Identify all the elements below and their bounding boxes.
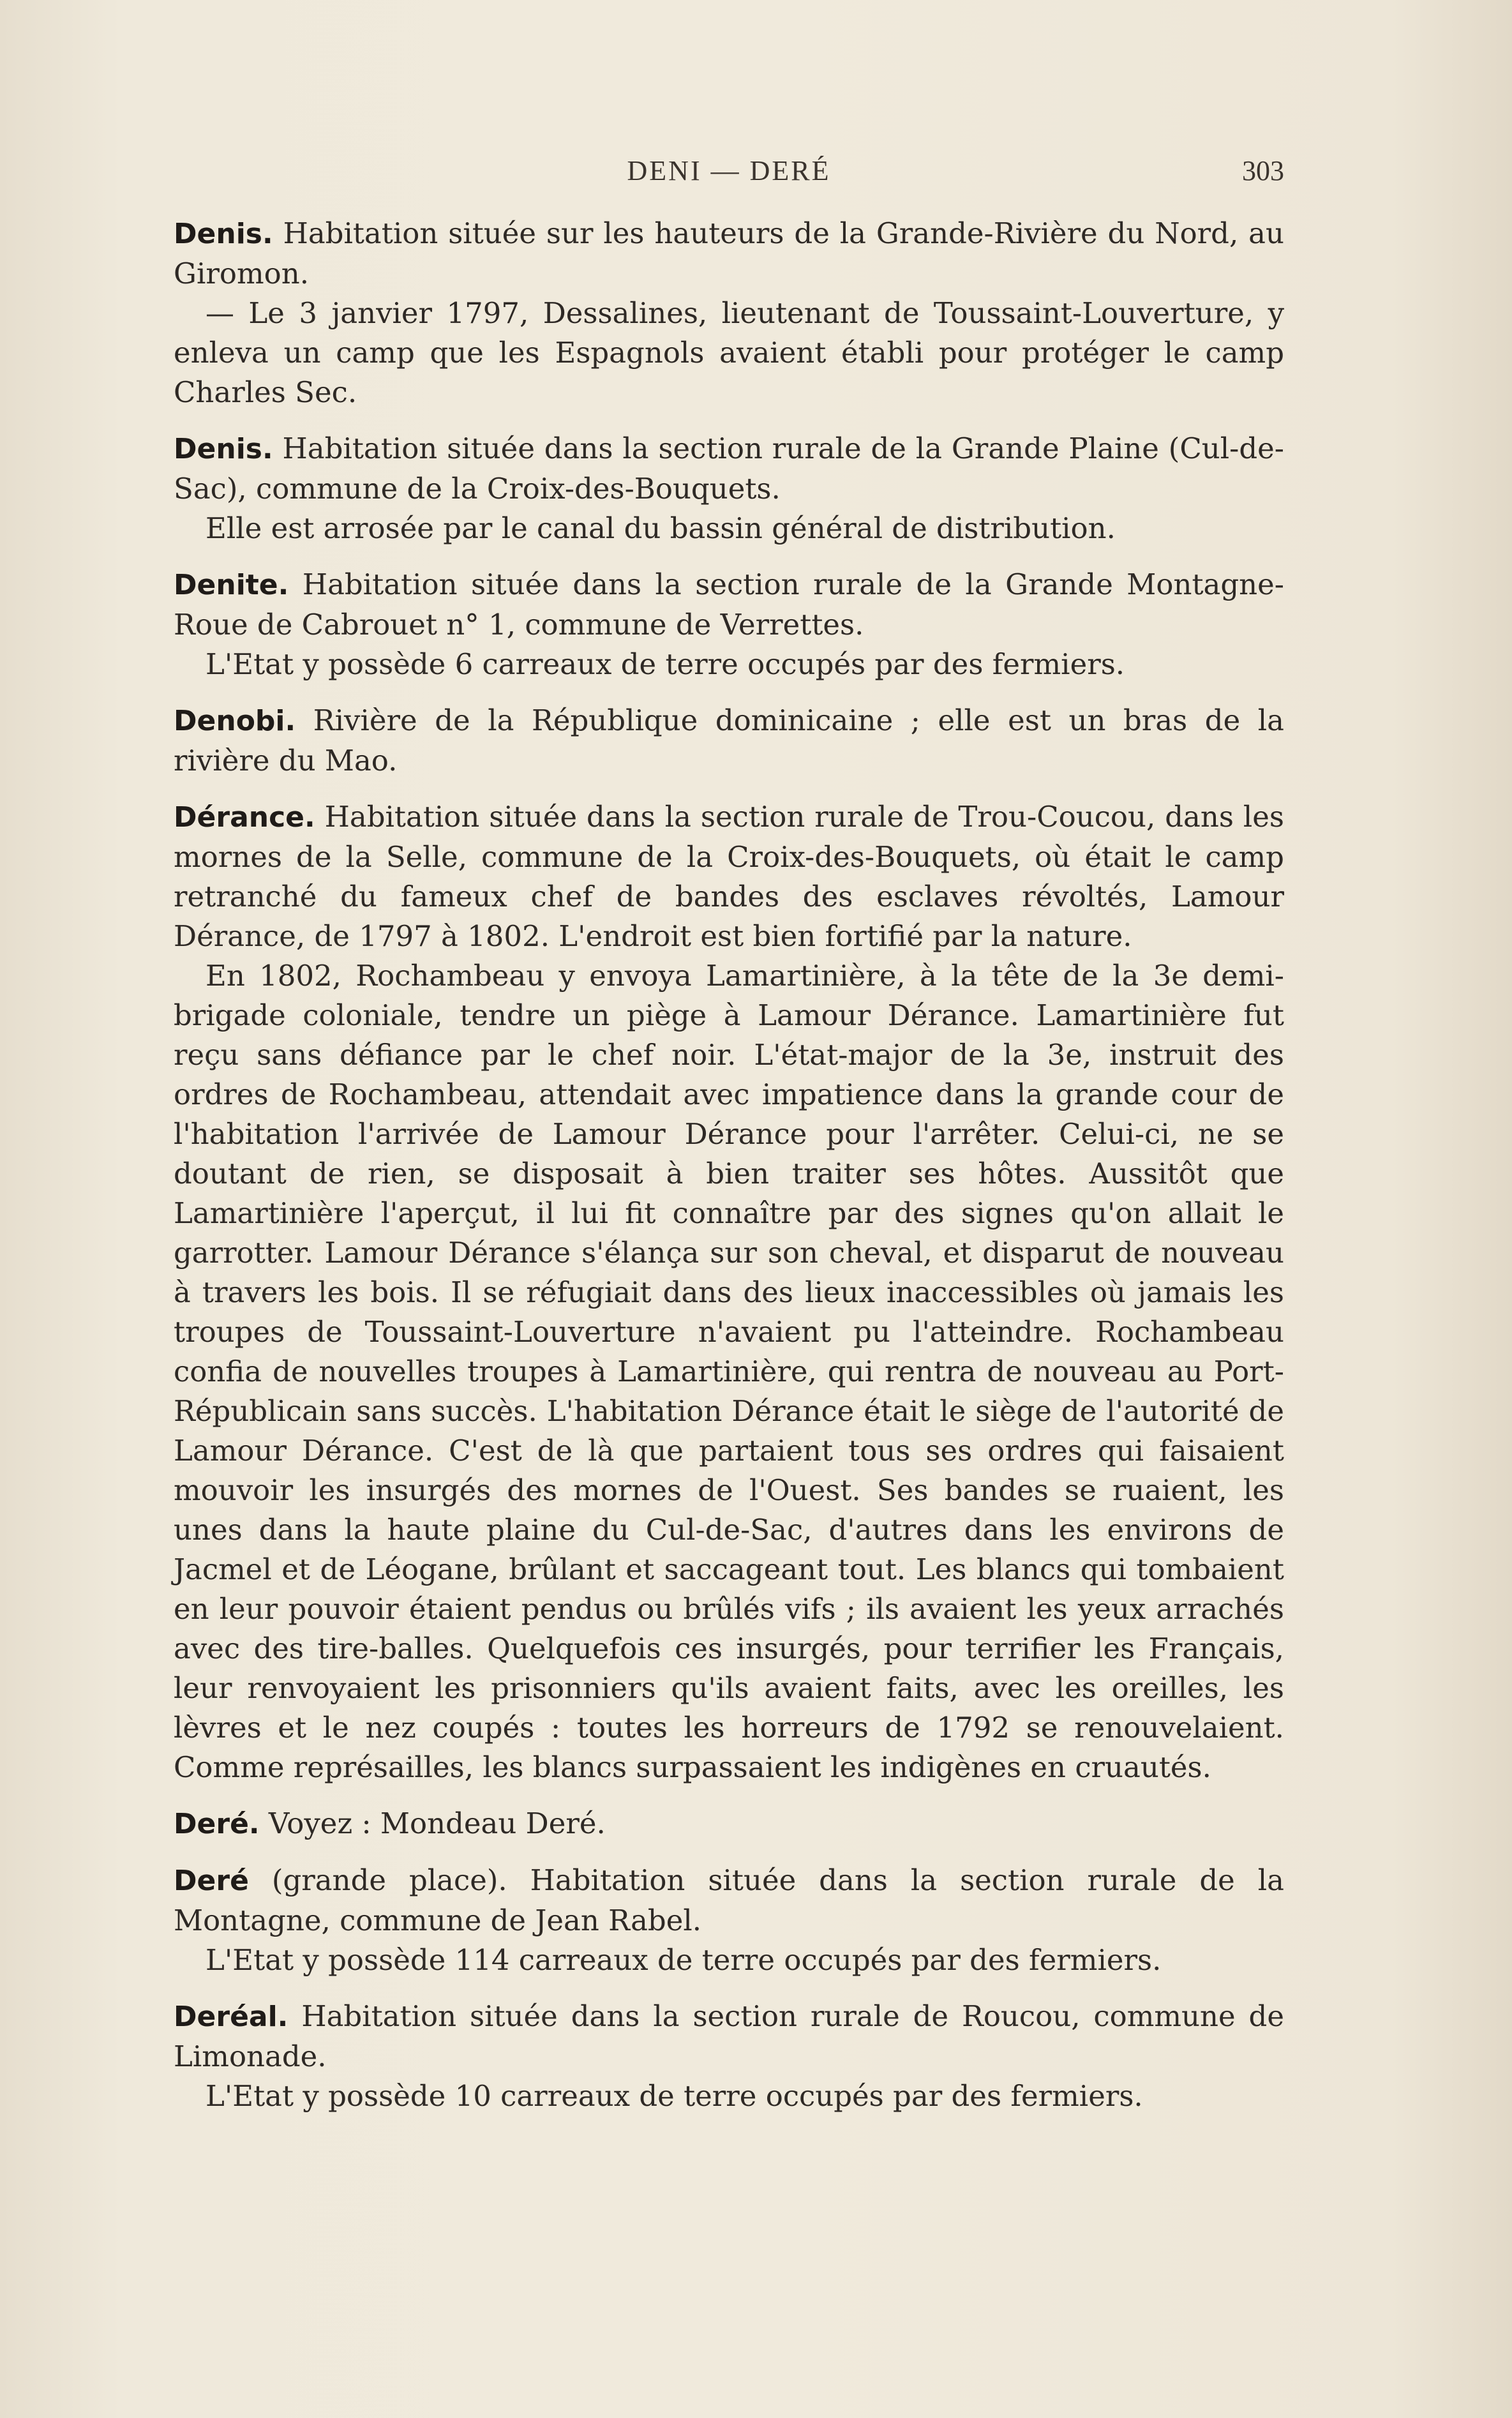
headword: Denobi. [174,705,296,737]
entry-definition [174,1861,1284,1941]
entries-column [174,214,1284,2133]
entry-definition [174,797,1284,956]
entry-paragraph: L'Etat y possède 114 carreaux de terre occupés par des fermiers. [206,1943,1162,1977]
entry-paragraph: — Le 3 janvier 1797, Dessalines, lieutenant de Toussaint-Louverture, y enleva un camp que les Espagnols avaient établi pour protéger le camp Charles Sec. [174,296,1284,409]
running-title: DENI — DERÉ [627,155,831,186]
entry-text: Voyez : Mondeau Deré. [259,1806,606,1840]
page-header [174,154,1284,199]
headword: Dérance. [174,801,315,834]
page-number: 303 [1242,155,1284,186]
entry-definition [174,701,1284,781]
entry-text: Habitation située sur les hauteurs de la Grande-Rivière du Nord, au Giromon. [174,216,1284,290]
entry-text: Habitation située dans la section rurale de Roucou, commune de Limonade. [174,1999,1284,2073]
entry-denis-1 [174,214,1284,412]
entry-denobi [174,701,1284,781]
headword: Denite. [174,569,289,601]
entry-text: Habitation située dans la section rurale de la Grande Plaine (Cul-de-Sac), commune de la Croix-des-Bouquets. [174,432,1284,506]
entry-text: (grande place). Habitation située dans la section rurale de la Montagne, commune de Jean Rabel. [174,1863,1284,1937]
entry-definition [174,565,1284,645]
entry-dere-see-also [174,1804,1284,1844]
entry-paragraph: En 1802, Rochambeau y envoya Lamartinière, à la tête de la 3e demi-brigade coloniale, tendre un piège à Lamour Dérance. Lamartinière fut reçu sans défiance par le chef noir. L'état-major de la 3e, instruit des ordres de Rochambeau, attendait avec impatience dans la grande cour de l'habitation l'arrivée de Lamour Dérance pour l'arrêter. Celui-ci, ne se doutant de rien, se disposait à bien traiter ses hôtes. Aussitôt que Lamartinière l'aperçut, il lui fit connaître par des signes qu'on allait le garrotter. Lamour Dérance s'élança sur son cheval, et disparut de nouveau à travers les bois. Il se réfugiait dans des lieux inaccessibles où jamais les troupes de Toussaint-Louverture n'avaient pu l'atteindre. Rochambeau confia de nouvelles troupes à Lamartinière, qui rentra de nouveau au Port-Républicain sans succès. L'habitation Dérance était le siège de l'autorité de Lamour Dérance. C'est de là que partaient tous ses ordres qui faisaient mouvoir les insurgés des mornes de l'Ouest. Ses bandes se ruaient, les unes dans la haute plaine du Cul-de-Sac, d'autres dans les environs de Jacmel et de Léogane, brûlant et saccageant tout. Les blancs qui tombaient en leur pouvoir étaient pendus ou brûlés vifs ; ils avaient les yeux arrachés avec des tire-balles. Quelquefois ces insurgés, pour terrifier les Français, leur renvoyaient les prisonniers qu'ils avaient faits, avec les oreilles, les lèvres et le nez coupés : toutes les horreurs de 1792 se renouvelaient. Comme représailles, les blancs surpassaient les indigènes en cruautés. [174,959,1284,1784]
entry-text: Rivière de la République dominicaine ; elle est un bras de la rivière du Mao. [174,703,1284,777]
entry-paragraph: L'Etat y possède 6 carreaux de terre occupés par des fermiers. [206,647,1125,681]
entry-dereal [174,1997,1284,2116]
headword: Denis. [174,218,273,250]
headword: Denis. [174,433,273,465]
entry-denite [174,565,1284,684]
entry-denis-2 [174,429,1284,548]
headword: Deréal. [174,2001,288,2033]
entry-dere-grande-place [174,1861,1284,1980]
entry-paragraph: Elle est arrosée par le canal du bassin général de distribution. [206,511,1116,545]
entry-definition [174,1804,1284,1844]
entry-definition [174,214,1284,294]
entry-derance [174,797,1284,1787]
entry-text: Habitation située dans la section rurale de la Grande Montagne-Roue de Cabrouet n° 1, commune de Verrettes. [174,567,1284,642]
headword: Deré. [174,1808,260,1840]
entry-definition [174,1997,1284,2076]
entry-definition [174,429,1284,509]
entry-text: Habitation située dans la section rurale de Trou-Coucou, dans les mornes de la Selle, commune de la Croix-des-Bouquets, où était le camp retranché du fameux chef de bandes des esclaves révoltés, Lamour Dérance, de 1797 à 1802. L'endroit est bien fortifié par la nature. [174,800,1284,953]
headword: Deré [174,1865,249,1897]
entry-paragraph: L'Etat y possède 10 carreaux de terre occupés par des fermiers. [206,2079,1143,2113]
